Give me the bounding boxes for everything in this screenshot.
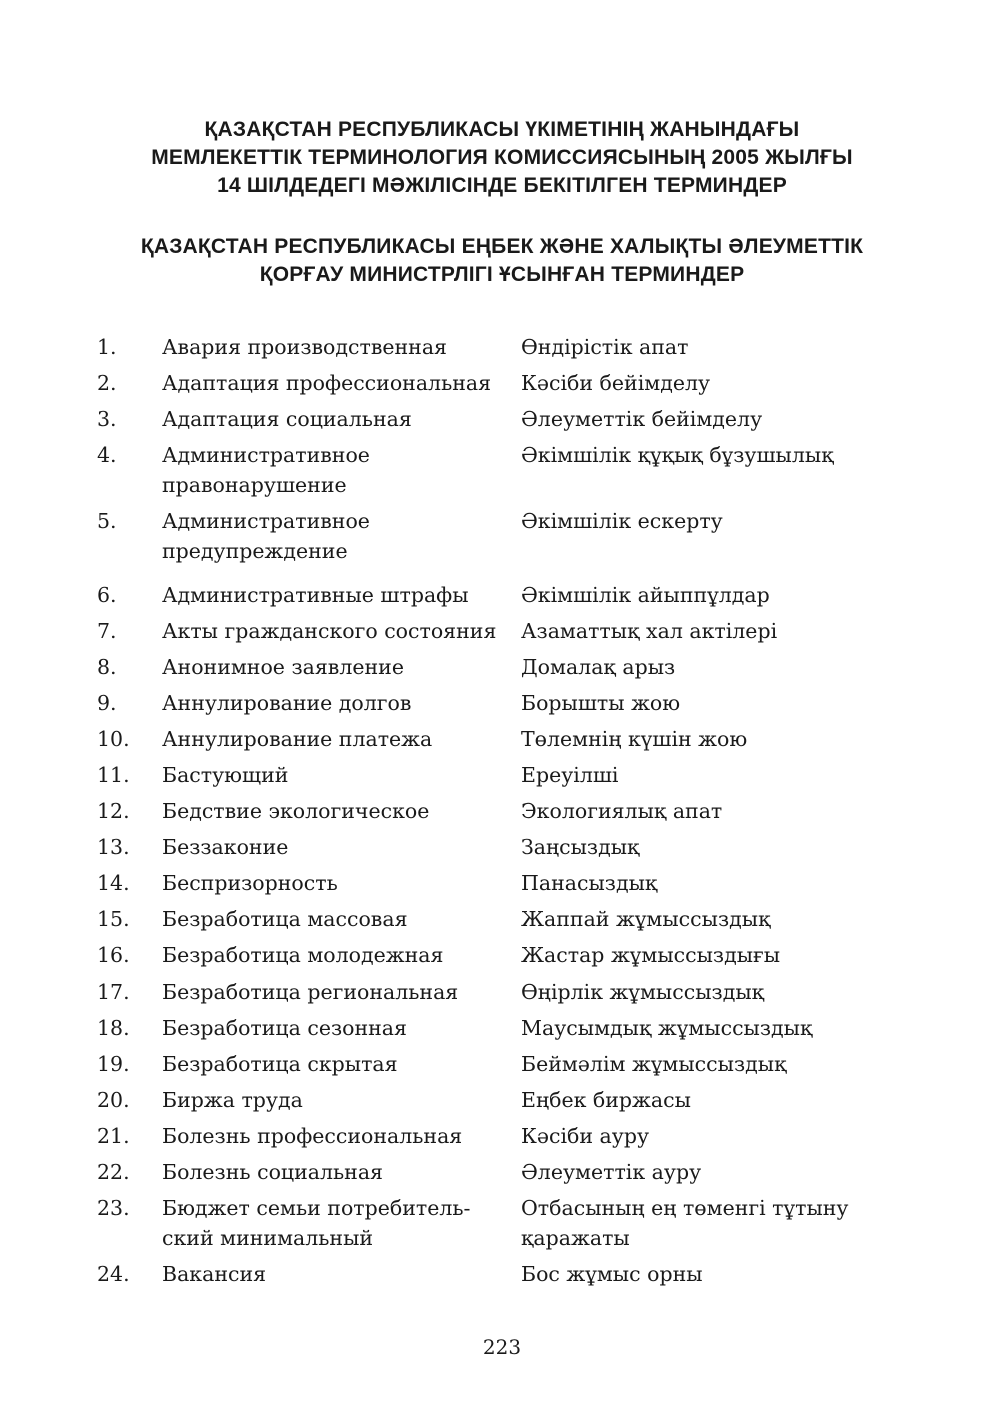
- term-russian: Адаптация профессиональная: [162, 371, 492, 395]
- term-number: 11.: [97, 763, 130, 787]
- term-russian: Биржа труда: [162, 1088, 303, 1112]
- term-russian: Беззаконие: [162, 835, 289, 859]
- document-title: ҚАЗАҚСТАН РЕСПУБЛИКАСЫ ҮКІМЕТІНІҢ ЖАНЫНДАҒЫ МЕМЛЕКЕТТІК ТЕРМИНОЛОГИЯ КОМИССИЯСЫНЫҢ 2005 ЖЫЛҒЫ 14 ШІЛДЕДЕГІ МӘЖІЛІСІНДЕ БЕКІТІЛГЕН ТЕРМИНДЕР: [151, 118, 853, 197]
- term-number: 8.: [97, 655, 117, 679]
- term-kazakh: Домалақ арыз: [521, 655, 676, 679]
- term-kazakh: Маусымдық жұмыссыздық: [521, 1016, 813, 1040]
- term-russian: Акты гражданского состояния: [162, 619, 497, 643]
- term-number: 21.: [97, 1124, 130, 1148]
- term-russian: Вакансия: [162, 1262, 267, 1286]
- term-number: 24.: [97, 1262, 130, 1286]
- term-russian: Бастующий: [162, 763, 289, 787]
- term-kazakh: Панасыздық: [521, 871, 658, 895]
- term-number: 7.: [97, 619, 117, 643]
- term-number: 9.: [97, 691, 117, 715]
- term-kazakh: Әкімшілік айыппұлдар: [521, 583, 770, 607]
- term-kazakh: Заңсыздық: [521, 835, 640, 859]
- term-number: 15.: [97, 907, 130, 931]
- term-russian: Безработица молодежная: [162, 943, 444, 967]
- term-number: 1.: [97, 335, 117, 359]
- term-number: 16.: [97, 943, 130, 967]
- term-russian: Авария производственная: [162, 335, 447, 359]
- term-kazakh: Жастар жұмыссыздығы: [521, 943, 781, 967]
- term-kazakh: Кәсіби бейімделу: [521, 371, 711, 395]
- term-kazakh: Экологиялық апат: [521, 799, 723, 823]
- term-kazakh: Ереуілші: [521, 763, 619, 787]
- term-number: 3.: [97, 407, 117, 431]
- term-kazakh: Отбасының ең төменгі тұтыну қаражаты: [521, 1196, 849, 1250]
- term-number: 6.: [97, 583, 117, 607]
- term-russian: Беспризорность: [162, 871, 338, 895]
- term-number: 20.: [97, 1088, 130, 1112]
- term-russian: Аннулирование платежа: [162, 727, 433, 751]
- term-kazakh: Жаппай жұмыссыздық: [521, 907, 771, 931]
- term-russian: Бюджет семьи потребитель- ский минимальный: [162, 1196, 471, 1250]
- term-kazakh: Азаматтық хал актілері: [521, 619, 778, 643]
- term-kazakh: Кәсіби ауру: [521, 1124, 650, 1148]
- term-number: 13.: [97, 835, 130, 859]
- term-russian: Анонимное заявление: [162, 655, 404, 679]
- term-kazakh: Өндірістік апат: [521, 335, 689, 359]
- term-kazakh: Борышты жою: [521, 691, 681, 715]
- term-number: 2.: [97, 371, 117, 395]
- term-russian: Бедствие экологическое: [162, 799, 430, 823]
- term-russian: Безработица скрытая: [162, 1052, 398, 1076]
- term-number: 10.: [97, 727, 130, 751]
- term-russian: Болезнь социальная: [162, 1160, 383, 1184]
- term-number: 18.: [97, 1016, 130, 1040]
- term-number: 12.: [97, 799, 130, 823]
- term-russian: Безработица массовая: [162, 907, 408, 931]
- term-kazakh: Еңбек биржасы: [521, 1088, 691, 1112]
- term-kazakh: Бос жұмыс орны: [521, 1262, 703, 1286]
- term-kazakh: Беймәлім жұмыссыздық: [521, 1052, 787, 1076]
- term-number: 22.: [97, 1160, 130, 1184]
- term-number: 19.: [97, 1052, 130, 1076]
- term-number: 17.: [97, 980, 130, 1004]
- term-kazakh: Төлемнің күшін жою: [521, 727, 748, 751]
- term-russian: Административное предупреждение: [162, 509, 370, 563]
- page-number: 223: [482, 1335, 522, 1359]
- term-russian: Болезнь профессиональная: [162, 1124, 463, 1148]
- term-russian: Административные штрафы: [162, 583, 469, 607]
- section-title: ҚАЗАҚСТАН РЕСПУБЛИКАСЫ ЕҢБЕК ЖӘНЕ ХАЛЫҚТЫ ӘЛЕУМЕТТІК ҚОРҒАУ МИНИСТРЛІГІ ҰСЫНҒАН ТЕРМИНДЕР: [140, 235, 864, 286]
- term-number: 23.: [97, 1196, 130, 1220]
- term-russian: Аннулирование долгов: [162, 691, 412, 715]
- term-kazakh: Әкімшілік ескерту: [521, 509, 723, 533]
- term-russian: Адаптация социальная: [162, 407, 412, 431]
- term-number: 4.: [97, 443, 117, 467]
- term-kazakh: Әкімшілік құқық бұзушылық: [521, 443, 834, 467]
- term-number: 14.: [97, 871, 130, 895]
- term-russian: Административное правонарушение: [162, 443, 370, 497]
- term-russian: Безработица сезонная: [162, 1016, 407, 1040]
- term-number: 5.: [97, 509, 117, 533]
- term-russian: Безработица региональная: [162, 980, 459, 1004]
- term-kazakh: Әлеуметтік ауру: [521, 1160, 702, 1184]
- term-kazakh: Өңірлік жұмыссыздық: [521, 980, 765, 1004]
- term-kazakh: Әлеуметтік бейімделу: [521, 407, 763, 431]
